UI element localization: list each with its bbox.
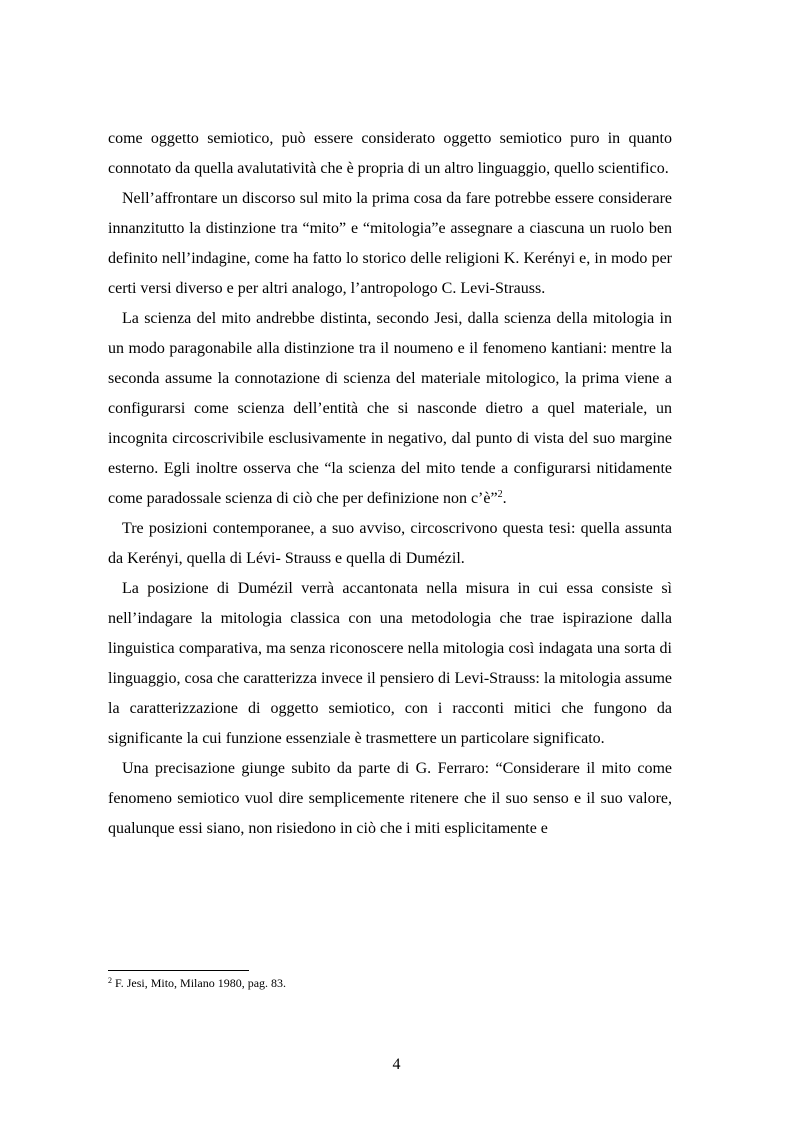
footnote-number: 2 <box>108 976 112 985</box>
paragraph-6 <box>108 754 672 844</box>
page-number: 4 <box>392 1056 401 1073</box>
footnote <box>108 975 672 991</box>
paragraph-5 <box>108 574 672 754</box>
page-body <box>108 124 672 844</box>
paragraph-5-text: La posizione di Dumézil verrà accantonata nella misura in cui essa consiste sì nell’indagare la mitologia classica con una metodologia che trae ispirazione dalla linguistica comparativa, ma senza riconoscere nella mitologia così indagata una sorta di linguaggio, cosa che caratterizza invece il pensiero di Levi-Strauss: la mitologia assume la caratterizzazione di oggetto semiotico, con i racconti mitici che fungono da significante la cui funzione essenziale è trasmettere un particolare significato. <box>108 580 672 747</box>
paragraph-3-end: . <box>502 490 507 507</box>
paragraph-3 <box>108 304 672 514</box>
paragraph-1-text: come oggetto semiotico, può essere considerato oggetto semiotico puro in quanto connotato da quella avalutatività che è propria di un altro linguaggio, quello scientifico. <box>108 130 672 177</box>
paragraph-4 <box>108 514 672 574</box>
paragraph-2-text: Nell’affrontare un discorso sul mito la prima cosa da fare potrebbe essere considerare innanzitutto la distinzione tra “mito” e “mitologia”e assegnare a ciascuna un ruolo ben definito nell’indagine, come ha fatto lo storico delle religioni K. Kerényi e, in modo per certi versi diverso e per altri analogo, l’antropologo C. Levi-Strauss. <box>108 190 672 297</box>
paragraph-4-text: Tre posizioni contemporanee, a suo avviso, circoscrivono questa tesi: quella assunta da Kerényi, quella di Lévi- Strauss e quella di Dumézil. <box>108 520 672 567</box>
footnote-separator <box>108 970 249 971</box>
paragraph-6-text: Una precisazione giunge subito da parte di G. Ferraro: “Considerare il mito come fenomeno semiotico vuol dire semplicemente ritenere che il suo senso e il suo valore, qualunque essi siano, non risiedono in ciò che i miti esplicitamente e <box>108 760 672 837</box>
paragraph-1 <box>108 124 672 184</box>
footnote-reference[interactable]: 2 <box>497 489 503 500</box>
paragraph-3-text: La scienza del mito andrebbe distinta, secondo Jesi, dalla scienza della mitologia in un modo paragonabile alla distinzione tra il noumeno e il fenomeno kantiani: mentre la seconda assume la connotazione di scienza del materiale mitologico, la prima viene a configurarsi come scienza dell’entità che si nasconde dietro a quel materiale, un incognita circoscrivibile esclusivamente in negativo, dal punto di vista del suo margine esterno. Egli inoltre osserva che “la scienza del mito tende a configurarsi nitidamente come paradossale scienza di ciò che per definizione non c’è” <box>108 310 672 507</box>
paragraph-2 <box>108 184 672 304</box>
footnote-text: F. Jesi, Mito, Milano 1980, pag. 83. <box>112 976 287 990</box>
